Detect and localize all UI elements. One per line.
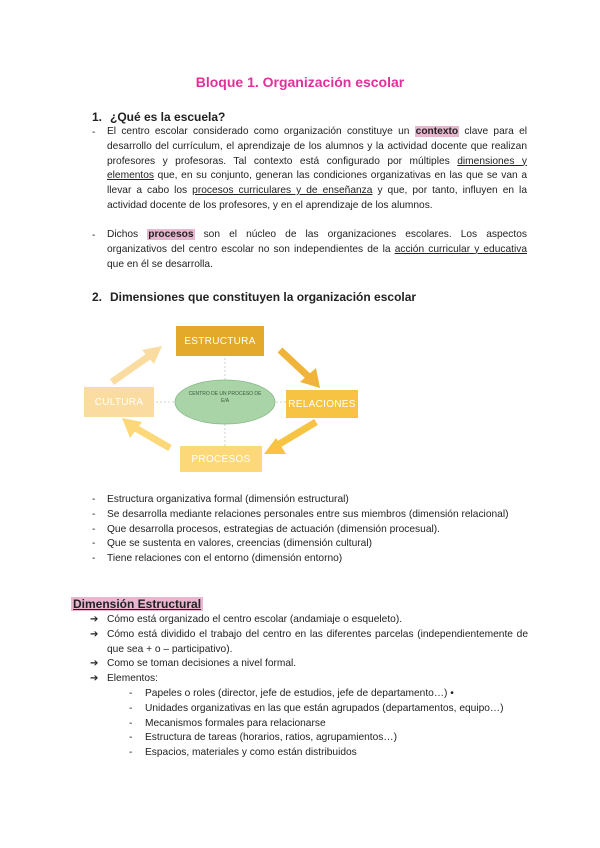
elementos-list (129, 687, 528, 761)
diagram-center-label: CENTRO DE UN PROCESO DE E/A (188, 391, 262, 404)
dimensions-list (92, 493, 528, 567)
section-2-heading (92, 290, 416, 304)
list-item: ➔ Como se toman decisiones a nivel formal. (90, 657, 528, 672)
arrow-procesos-cultura (122, 418, 170, 448)
section-1-heading (92, 110, 225, 124)
list-item: - Estructura organizativa formal (dimensión estructural) (92, 494, 349, 505)
diagram-box-estructura: ESTRUCTURA (176, 326, 264, 356)
list-item: - Tiene relaciones con el entorno (dimensión entorno) (92, 553, 343, 565)
arrow-icon: ➔ (90, 628, 99, 640)
diagram-box-procesos: PROCESOS (180, 446, 262, 472)
section-2-title: Dimensiones que constituyen la organización escolar (110, 290, 417, 304)
section-1-paragraph-2: Dichos procesos son el núcleo de las organizaciones escolares. Los aspectos organizativos del centro escolar no son independientes de la acción curricular y educativa que en él se desarrolla. (107, 229, 527, 270)
highlight-contexto: contexto (415, 126, 459, 137)
estructural-list (90, 613, 528, 687)
document-title: Bloque 1. Organización escolar (195, 74, 405, 90)
underline-procesos-curriculares: procesos curriculares y de enseñanza (192, 185, 373, 197)
list-item: - Se desarrolla mediante relaciones personales entre sus miembros (dimensión relacional) (92, 508, 509, 520)
list-item: ➔ Cómo está dividido el trabajo del centro en las diferentes parcelas (independientemente de que sea + o – participativo). (90, 628, 528, 658)
arrow-icon: ➔ (90, 673, 99, 685)
list-item: ➔ Elementos: (90, 672, 528, 687)
section-1-paragraph-1: El centro escolar considerado como organización constituye un contexto clave para el desarrollo del currículum, el aprendizaje de los alumnos y la actividad docente que realizan profesores y profesoras. Tal contexto está configurado por múltiples dimensiones y elementos que, en su conjunto, generan las condiciones organizativas en las que se van a llevar a cabo los procesos curriculares y de enseñanza y que, por tanto, influyen en la actividad docente de los profesores, y en el aprendizaje de los alumnos. (107, 126, 528, 211)
list-item: - Que desarrolla procesos, estrategias de actuación (dimensión procesual). (92, 523, 440, 535)
diagram-box-cultura: CULTURA (84, 387, 154, 417)
arrow-icon: ➔ (90, 658, 99, 670)
bullet-dash: - (92, 127, 96, 138)
arrow-estructura-relaciones (280, 350, 320, 388)
bullet-dash: - (92, 230, 96, 241)
list-item: - Unidades organizativas en las que están agrupados (departamentos, equipo…) (129, 702, 504, 714)
section-1-number: 1. (92, 110, 103, 124)
list-item: - Mecanismos formales para relacionarse (129, 717, 326, 729)
list-item: - Papeles o roles (director, jefe de estudios, jefe de departamento…) • (129, 688, 454, 699)
dimension-estructural-heading: Dimensión Estructural (73, 597, 202, 611)
list-item: ➔ Cómo está organizado el centro escolar (andamiaje o esqueleto). (90, 613, 528, 628)
list-item: - Estructura de tareas (horarios, ratios, agrupamientos…) (129, 732, 397, 744)
underline-dimensiones: dimensiones y elementos (107, 155, 527, 182)
section-1-title: ¿Qué es la escuela? (110, 110, 226, 124)
dimensions-diagram (80, 320, 370, 480)
section-2-number: 2. (92, 290, 103, 304)
highlight-procesos: procesos (148, 229, 194, 240)
arrow-relaciones-procesos (264, 422, 316, 454)
diagram-box-relaciones: RELACIONES (286, 390, 358, 418)
arrow-icon: ➔ (90, 614, 99, 625)
arrow-cultura-estructura (112, 346, 162, 382)
list-item: - Que se sustenta en valores, creencias (dimensión cultural) (92, 538, 373, 550)
underline-accion-curricular: acción curricular y educativa (394, 243, 527, 255)
list-item: - Espacios, materiales y como están distribuidos (129, 747, 357, 759)
